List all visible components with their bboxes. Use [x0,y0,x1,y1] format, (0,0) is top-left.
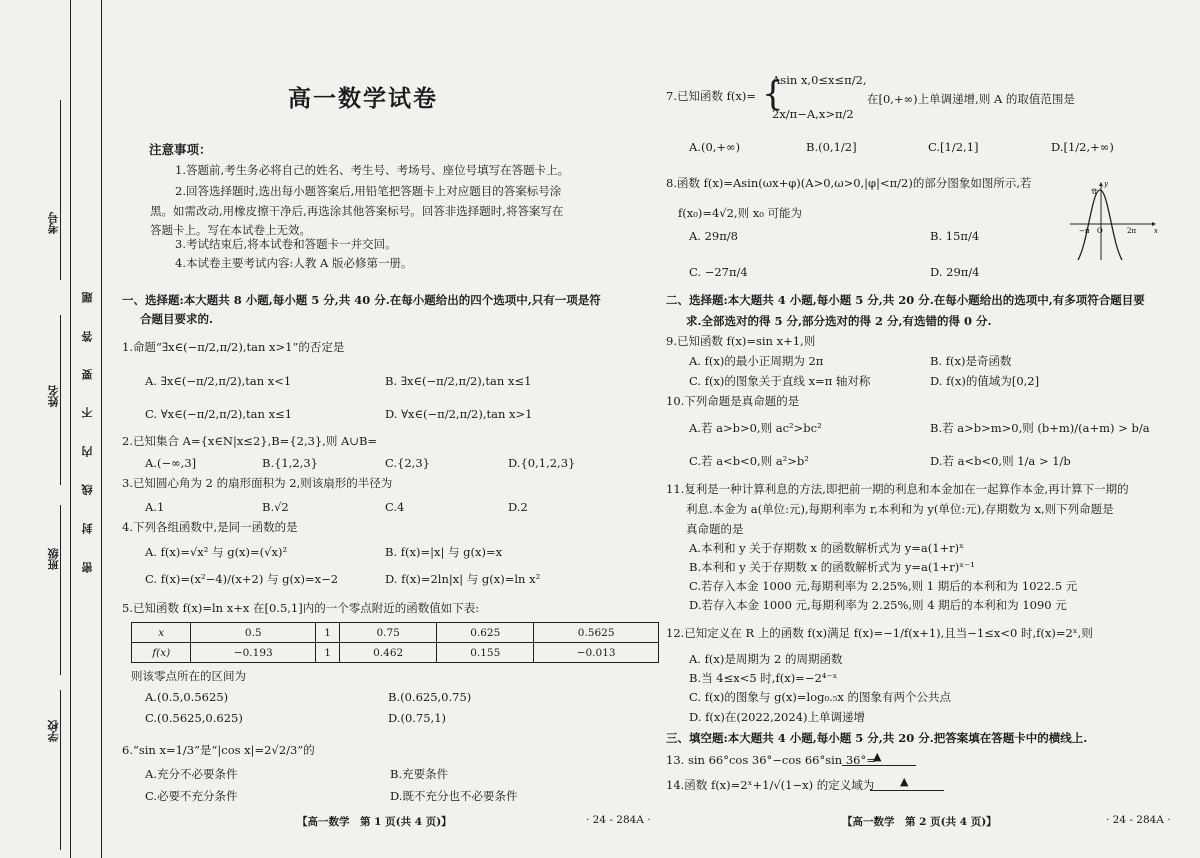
q6-option-b: B.充要条件 [390,767,449,781]
q5-table [131,622,659,663]
q7-tail: 在[0,+∞)上单调递增,则 A 的取值范围是 [867,92,1075,106]
table-cell: x [132,623,191,643]
seal-char: 不 [81,407,94,418]
table-cell: 0.155 [437,643,534,663]
question-11-cont: 真命题的是 [686,522,744,536]
question-12: 12.已知定义在 R 上的函数 f(x)满足 f(x)=−1/f(x+1),且当−1≤x<0 时,f(x)=2ˣ,则 [666,626,1093,640]
question-4: 4.下列各组函数中,是同一函数的是 [122,520,298,534]
q7-option-d: D.[1/2,+∞) [1051,140,1114,154]
table-cell: −0.193 [191,643,316,663]
seal-char: 密 [81,562,94,573]
x-arrow-icon [1152,222,1156,226]
x-label-neg-pi: −π [1079,227,1090,235]
y-max-label: 8 [1092,188,1097,196]
q1-option-a: A. ∃x∈(−π/2,π/2),tan x<1 [145,374,292,388]
q13-answer-line [842,765,916,766]
q11-option-b: B.本利和 y 关于存期数 x 的函数解析式为 y=a(1+r)ˣ⁻¹ [689,560,975,574]
q7-case-1: Asin x,0≤x≤π/2, [772,73,867,87]
page-2-footer: 【高一数学 第 2 页(共 4 页)】 [842,816,997,828]
q12-option-a: A. f(x)是周期为 2 的周期函数 [689,652,843,666]
question-8-cont: f(x₀)=4√2,则 x₀ 可能为 [678,206,802,220]
q2-option-d: D.{0,1,2,3} [508,456,576,470]
q7-case-2: 2x/π−A,x>π/2 [772,107,854,121]
q5-after: 则该零点所在的区间为 [131,669,246,683]
q3-option-a: A.1 [145,500,165,514]
q8-option-a: A. 29π/8 [689,229,738,243]
question-9: 9.已知函数 f(x)=sin x+1,则 [666,334,816,348]
table-cell: 0.625 [437,623,534,643]
origin-label: O [1097,227,1103,235]
q2-option-b: B.{1,2,3} [262,456,319,470]
q5-option-c: C.(0.5625,0.625) [145,711,243,725]
table-cell: 0.5 [191,623,316,643]
question-1: 1.命题“∃x∈(−π/2,π/2),tan x>1”的否定是 [122,340,345,354]
table-cell: 0.462 [340,643,437,663]
q12-option-b: B.当 4≤x<5 时,f(x)=−2⁴⁻ˣ [689,671,838,685]
q1-option-b: B. ∃x∈(−π/2,π/2),tan x≤1 [385,374,532,388]
table-cell: −0.013 [534,643,659,663]
q6-option-c: C.必要不充分条件 [145,789,238,803]
q4-option-a: A. f(x)=√x² 与 g(x)=(√x)² [145,545,288,559]
seal-char: 封 [81,523,94,534]
table-cell: 0.5625 [534,623,659,643]
table-cell: 0.75 [340,623,437,643]
section-2-heading: 二、选择题:本大题共 4 小题,每小题 5 分,共 20 分.在每小题给出的选项中,有多项符合题目要 [666,293,1145,307]
question-8: 8.函数 f(x)=Asin(ωx+φ)(A>0,ω>0,|φ|<π/2)的部分图象如图所示,若 [666,176,1032,190]
q12-option-c: C. f(x)的图象与 g(x)=log₀.₅x 的图象有两个公共点 [689,690,952,704]
notice-line: 4.本试卷主要考试内容:人教 A 版必修第一册。 [175,256,413,270]
x-axis-label: x [1154,227,1158,235]
q2-option-c: C.{2,3} [385,456,430,470]
kaohao-line [60,100,61,280]
question-2: 2.已知集合 A={x∈N|x≤2},B={2,3},则 A∪B= [122,434,378,448]
notice-line: 黑。如需改动,用橡皮擦干净后,再选涂其他答案标号。回答非选择题时,将答案写在 [150,204,564,218]
q1-option-c: C. ∀x∈(−π/2,π/2),tan x≤1 [145,407,293,421]
q7-option-a: A.(0,+∞) [689,140,741,154]
banji-label: 班级 [47,548,60,570]
question-3: 3.已知圆心角为 2 的扇形面积为 2,则该扇形的半径为 [122,476,393,490]
q9-option-c: C. f(x)的图象关于直线 x=π 轴对称 [689,374,871,388]
q8-graph [1070,182,1160,262]
q6-option-d: D.既不充分也不必要条件 [390,789,518,803]
seal-char: 答 [81,331,94,342]
margin-line-outer [70,0,71,858]
table-row [132,623,659,643]
q4-option-d: D. f(x)=2ln|x| 与 g(x)=ln x² [385,572,541,586]
table-row [132,643,659,663]
q5-option-d: D.(0.75,1) [388,711,447,725]
q9-option-a: A. f(x)的最小正周期为 2π [689,354,824,368]
table-cell: 1 [316,643,340,663]
q7-option-c: C.[1/2,1] [928,140,979,154]
xuexiao-line [60,690,61,850]
exam-title: 高一数学试卷 [288,85,438,112]
question-5: 5.已知函数 f(x)=ln x+x 在[0.5,1]内的一个零点附近的函数值如下表: [122,601,480,615]
kaohao-label: 考号 [47,212,60,234]
q10-option-c: C.若 a<b<0,则 a²>b² [689,454,809,468]
q2-option-a: A.(−∞,3] [145,456,197,470]
q3-option-d: D.2 [508,500,528,514]
q12-option-d: D. f(x)在(2022,2024)上单调递增 [689,710,865,724]
brace: { [762,74,784,114]
table-cell: 1 [316,623,340,643]
notice-line: 答题卡上。写在本试卷上无效。 [150,223,311,237]
seal-char: 要 [81,369,94,380]
xuexiao-label: 学校 [47,720,60,742]
page-1-code: · 24 - 284A · [586,814,651,826]
q5-option-a: A.(0.5,0.5625) [145,690,229,704]
q11-option-c: C.若存入本金 1000 元,每期利率为 2.25%,则 1 期后的本利和为 1022.5 元 [689,579,1078,593]
question-14: 14.函数 f(x)=2ˣ+1/√(1−x) 的定义域为 [666,778,875,792]
banji-line [60,505,61,675]
question-11-cont: 利息.本金为 a(单位:元),每期利率为 r,本利和为 y(单位:元),存期数为 x,则下列命题是 [686,502,1114,516]
q9-option-d: D. f(x)的值域为[0,2] [930,374,1040,388]
seal-char: 题 [81,292,94,303]
q13-triangle-icon: ▲ [873,750,882,763]
page-2-code: · 24 - 284A · [1106,814,1171,826]
y-arrow-icon [1099,182,1103,186]
page-1-footer: 【高一数学 第 1 页(共 4 页)】 [297,816,452,828]
q11-option-d: D.若存入本金 1000 元,每期利率为 2.25%,则 4 期后的本利和为 1090 元 [689,598,1067,612]
q1-option-d: D. ∀x∈(−π/2,π/2),tan x>1 [385,407,533,421]
q4-option-b: B. f(x)=|x| 与 g(x)=x [385,545,503,559]
q5-option-b: B.(0.625,0.75) [388,690,472,704]
section-1-heading-cont: 合题目要求的. [140,312,214,326]
notice-heading: 注意事项： [149,142,212,157]
q10-option-b: B.若 a>b>m>0,则 (b+m)/(a+m) > b/a [930,421,1150,435]
q8-option-c: C. −27π/4 [689,265,748,279]
q14-triangle-icon: ▲ [900,775,909,788]
q7-option-b: B.(0,1/2] [806,140,857,154]
margin-line-inner [101,0,102,858]
seal-char: 线 [81,484,94,495]
q4-option-c: C. f(x)=(x²−4)/(x+2) 与 g(x)=x−2 [145,572,339,586]
xingming-label: 姓名 [47,385,60,407]
notice-line: 1.答题前,考生务必将自己的姓名、考生号、考场号、座位号填写在答题卡上。 [175,163,570,177]
question-6: 6.“sin x=1/3”是“|cos x|=2√2/3”的 [122,743,315,757]
q14-answer-line [870,790,944,791]
seal-char: 内 [81,446,94,457]
notice-line: 2.回答选择题时,选出每小题答案后,用铅笔把答题卡上对应题目的答案标号涂 [175,184,562,198]
q8-option-d: D. 29π/4 [930,265,980,279]
q10-option-d: D.若 a<b<0,则 1/a > 1/b [930,454,1071,468]
question-13: 13. sin 66°cos 36°−cos 66°sin 36°= [666,753,876,767]
section-2-heading-cont: 求.全部选对的得 5 分,部分选对的得 2 分,有选错的得 0 分. [686,314,992,328]
question-10: 10.下列命题是真命题的是 [666,394,800,408]
section-3-heading: 三、填空题:本大题共 4 小题,每小题 5 分,共 20 分.把答案填在答题卡中的横线上. [666,731,1088,745]
section-1-heading: 一、选择题:本大题共 8 小题,每小题 5 分,共 40 分.在每小题给出的四个选项中,只有一项是符 [122,293,601,307]
q6-option-a: A.充分不必要条件 [145,767,238,781]
q3-option-c: C.4 [385,500,405,514]
x-label-2pi: 2π [1127,227,1137,235]
y-axis-label: y [1104,180,1108,188]
notice-line: 3.考试结束后,将本试卷和答题卡一并交回。 [175,237,397,251]
q11-option-a: A.本利和 y 关于存期数 x 的函数解析式为 y=a(1+r)ˣ [689,541,965,555]
q3-option-b: B.√2 [262,500,289,514]
sine-curve [1078,190,1122,260]
question-11: 11.复利是一种计算利息的方法,即把前一期的利息和本金加在一起算作本金,再计算下一期的 [666,482,1129,496]
q10-option-a: A.若 a>b>0,则 ac²>bc² [689,421,822,435]
q8-option-b: B. 15π/4 [930,229,980,243]
q9-option-b: B. f(x)是奇函数 [930,354,1012,368]
question-7: 7.已知函数 f(x)= [666,89,756,103]
table-cell: f(x) [132,643,191,663]
